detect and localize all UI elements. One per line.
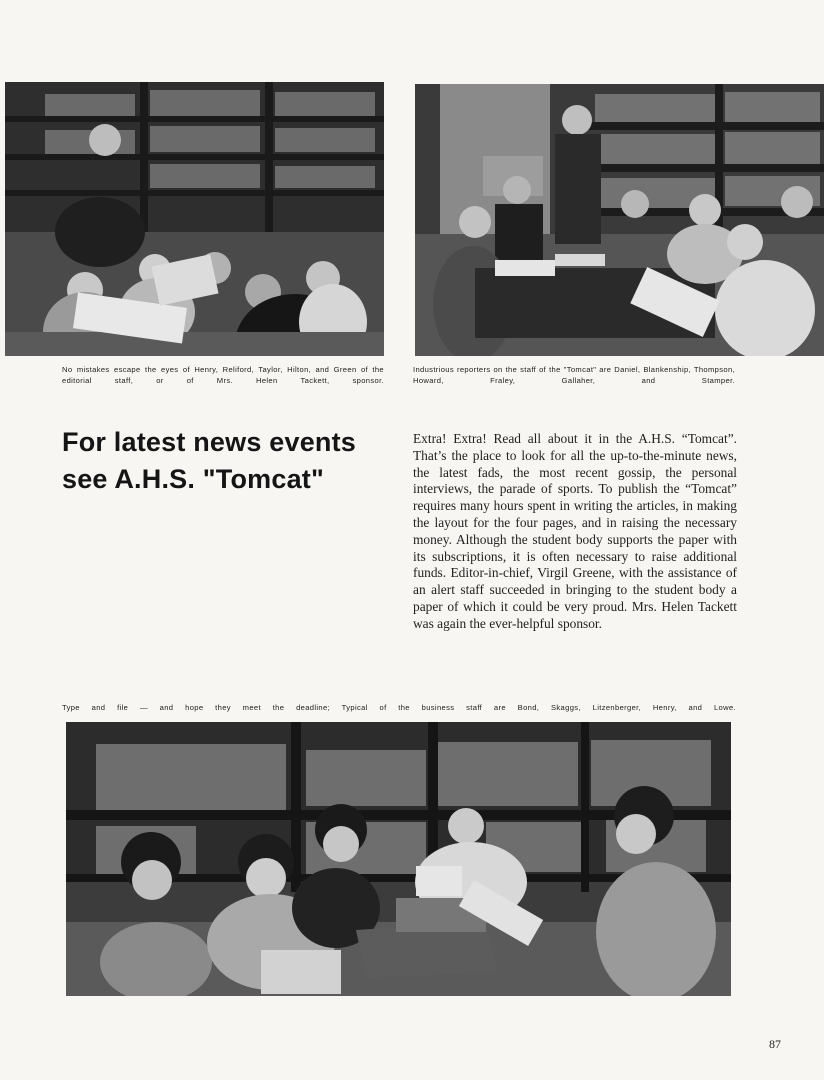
photo-business-staff (66, 722, 731, 996)
photo-reporters (415, 84, 824, 356)
article-headline (62, 424, 382, 498)
headline-line: For latest news events (62, 427, 357, 457)
photo-editorial-staff (5, 82, 384, 356)
article-body: Extra! Extra! Read all about it in the A.H.S. “Tomcat”. That’s the place to look for all the up-to-the-minute news, the latest fads, the most recent gossip, the personal interviews, the parade of sports. To publish the “Tomcat” requires many hours spent in writing the articles, in making the layout for the four pages, and in raising the necessary money. Although the student body supports the paper with its subscriptions, it is often necessary to raise additional funds. Editor-in-chief, Virgil Greene, with the assistance of an alert staff succeeded in bringing to the student body a paper of which it could be very proud. Mrs. Helen Tackett was again the ever-helpful sponsor. (413, 431, 737, 631)
photo-caption: No mistakes escape the eyes of Henry, Reliford, Taylor, Hilton, and Green of the editorial staff, or of Mrs. Helen Tackett, sponsor. (62, 365, 384, 385)
photo-caption: Industrious reporters on the staff of the "Tomcat" are Daniel, Blankenship, Thompson, Howard, Fraley, Gallaher, and Stamper. (413, 365, 735, 385)
page-number: 87 (769, 1037, 781, 1051)
headline-line: see A.H.S. "Tomcat" (62, 464, 324, 494)
photo-caption: Type and file — and hope they meet the deadline; Typical of the business staff are Bond, Skaggs, Litzenberger, Henry, and Lowe. (62, 703, 736, 712)
